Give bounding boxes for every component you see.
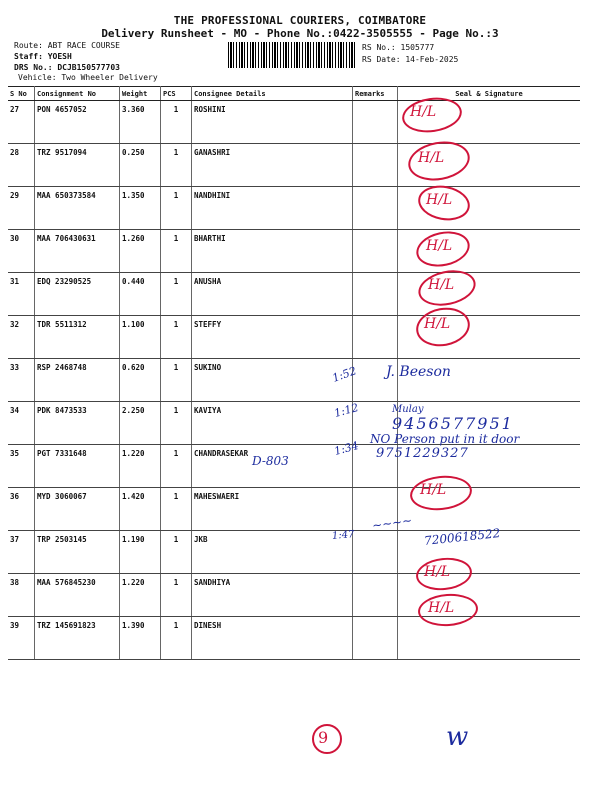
row-pcs: 1	[161, 402, 192, 445]
runsheet-subtitle: Delivery Runsheet - MO - Phone No.:0422-3505555 - Page No.:3	[101, 27, 499, 40]
rs-no-label: RS No.: 1505777	[362, 43, 435, 52]
hl-stamp-27: H/L	[410, 104, 436, 120]
door-note-35: D-803	[252, 454, 289, 468]
row-consignment: PON 4657052	[35, 101, 120, 144]
row-remarks	[353, 531, 398, 574]
col-pcs: PCS	[161, 87, 192, 101]
hl-stamp-39: H/L	[428, 600, 454, 616]
row-sno: 36	[8, 488, 35, 531]
phone-37: 7200618522	[423, 526, 501, 548]
table-header-row	[8, 87, 580, 101]
row-remarks	[353, 273, 398, 316]
drs-label: DRS No.: DCJB150577703	[14, 63, 120, 72]
row-consignment: MAA 576845230	[35, 574, 120, 617]
row-weight: 0.250	[120, 144, 161, 187]
row-pcs: 1	[161, 617, 192, 660]
col-sno: S No	[8, 87, 35, 101]
row-consignment: MAA 650373584	[35, 187, 120, 230]
col-consignment: Consignment No	[35, 87, 120, 101]
row-sno: 33	[8, 359, 35, 402]
rs-date-label: RS Date: 14-Feb-2025	[362, 55, 459, 64]
row-consignment: RSP 2468748	[35, 359, 120, 402]
row-sno: 35	[8, 445, 35, 488]
phone-34: 9456577951	[392, 414, 514, 433]
row-weight: 2.250	[120, 402, 161, 445]
row-sno: 30	[8, 230, 35, 273]
time-note-34: 1:12	[332, 401, 360, 420]
row-pcs: 1	[161, 574, 192, 617]
vehicle-label: Vehicle: Two Wheeler Delivery	[18, 73, 158, 82]
row-pcs: 1	[161, 187, 192, 230]
row-consignment: PGT 7331648	[35, 445, 120, 488]
row-consignment: MAA 706430631	[35, 230, 120, 273]
route-label: Route: ABT RACE COURSE	[14, 41, 120, 50]
table-row	[8, 617, 580, 660]
hl-stamp-38: H/L	[424, 564, 450, 580]
hl-stamp-30: H/L	[426, 238, 452, 254]
row-weight: 1.100	[120, 316, 161, 359]
row-consignee: KAVIYA	[192, 402, 353, 445]
col-seal: Seal & Signature	[398, 87, 581, 101]
bottom-signature: w	[446, 722, 469, 752]
row-pcs: 1	[161, 445, 192, 488]
row-sno: 29	[8, 187, 35, 230]
row-consignee: SANDHIYA	[192, 574, 353, 617]
row-consignment: TDR 5511312	[35, 316, 120, 359]
row-remarks	[353, 316, 398, 359]
row-sno: 34	[8, 402, 35, 445]
row-consignee: SUKINO	[192, 359, 353, 402]
row-weight: 0.620	[120, 359, 161, 402]
row-pcs: 1	[161, 273, 192, 316]
note-35: NO Person put in it door	[370, 432, 520, 446]
row-consignment: PDK 8473533	[35, 402, 120, 445]
row-remarks	[353, 574, 398, 617]
table-row	[8, 187, 580, 230]
row-consignment: TRZ 145691823	[35, 617, 120, 660]
signature-33: J. Beeson	[386, 364, 451, 380]
row-consignment: TRZ 9517094	[35, 144, 120, 187]
row-consignee: DINESH	[192, 617, 353, 660]
hl-stamp-31: H/L	[428, 277, 454, 293]
row-sno: 37	[8, 531, 35, 574]
row-consignee: ROSHINI	[192, 101, 353, 144]
table-row	[8, 359, 580, 402]
row-consignee: NANDHINI	[192, 187, 353, 230]
table-row	[8, 316, 580, 359]
row-sno: 32	[8, 316, 35, 359]
table-row	[8, 574, 580, 617]
row-weight: 3.360	[120, 101, 161, 144]
row-weight: 1.220	[120, 574, 161, 617]
note-34: Mulay	[392, 404, 424, 415]
hl-stamp-36: H/L	[420, 482, 446, 498]
phone-35: 9751229327	[376, 446, 469, 461]
table-row	[8, 144, 580, 187]
row-weight: 0.440	[120, 273, 161, 316]
row-remarks	[353, 230, 398, 273]
row-weight: 1.190	[120, 531, 161, 574]
barcode	[228, 42, 356, 68]
time-note-35: 1:34	[332, 439, 360, 458]
row-pcs: 1	[161, 230, 192, 273]
row-consignment: TRP 2503145	[35, 531, 120, 574]
row-pcs: 1	[161, 488, 192, 531]
row-sno: 38	[8, 574, 35, 617]
time-note-37: 1:47	[331, 529, 355, 542]
row-seal	[398, 617, 581, 660]
table-row	[8, 101, 580, 144]
row-weight: 1.420	[120, 488, 161, 531]
staff-label: Staff: YOESH	[14, 52, 72, 61]
row-consignee: JKB	[192, 531, 353, 574]
row-consignment: EDQ 23290525	[35, 273, 120, 316]
row-sno: 28	[8, 144, 35, 187]
hl-stamp-28: H/L	[418, 150, 444, 166]
row-consignee: MAHESWAERI	[192, 488, 353, 531]
bottom-red-mark: 9	[318, 728, 328, 747]
row-sno: 27	[8, 101, 35, 144]
row-consignee: ANUSHA	[192, 273, 353, 316]
row-weight: 1.350	[120, 187, 161, 230]
row-pcs: 1	[161, 101, 192, 144]
row-consignee: BHARTHI	[192, 230, 353, 273]
table-row	[8, 273, 580, 316]
row-consignee: CHANDRASEKAR	[192, 445, 353, 488]
row-remarks	[353, 617, 398, 660]
row-weight: 1.390	[120, 617, 161, 660]
hl-stamp-29: H/L	[426, 192, 452, 208]
table-row	[8, 230, 580, 273]
col-weight: Weight	[120, 87, 161, 101]
row-remarks	[353, 144, 398, 187]
row-sno: 39	[8, 617, 35, 660]
row-pcs: 1	[161, 316, 192, 359]
row-consignee: STEFFY	[192, 316, 353, 359]
row-pcs: 1	[161, 144, 192, 187]
row-pcs: 1	[161, 359, 192, 402]
table-row	[8, 488, 580, 531]
company-title: THE PROFESSIONAL COURIERS, COIMBATORE	[173, 14, 427, 27]
row-weight: 1.260	[120, 230, 161, 273]
row-consignment: MYD 3060067	[35, 488, 120, 531]
row-sno: 31	[8, 273, 35, 316]
row-remarks	[353, 101, 398, 144]
row-remarks	[353, 187, 398, 230]
hl-stamp-32: H/L	[424, 316, 450, 332]
col-consignee: Consignee Details	[192, 87, 353, 101]
signature-37: ~~~~	[371, 513, 413, 533]
time-note-33: 1:52	[330, 364, 359, 385]
col-remarks: Remarks	[353, 87, 398, 101]
row-consignee: GANASHRI	[192, 144, 353, 187]
row-pcs: 1	[161, 531, 192, 574]
table-row	[8, 445, 580, 488]
runsheet-table	[8, 86, 580, 660]
row-weight: 1.220	[120, 445, 161, 488]
